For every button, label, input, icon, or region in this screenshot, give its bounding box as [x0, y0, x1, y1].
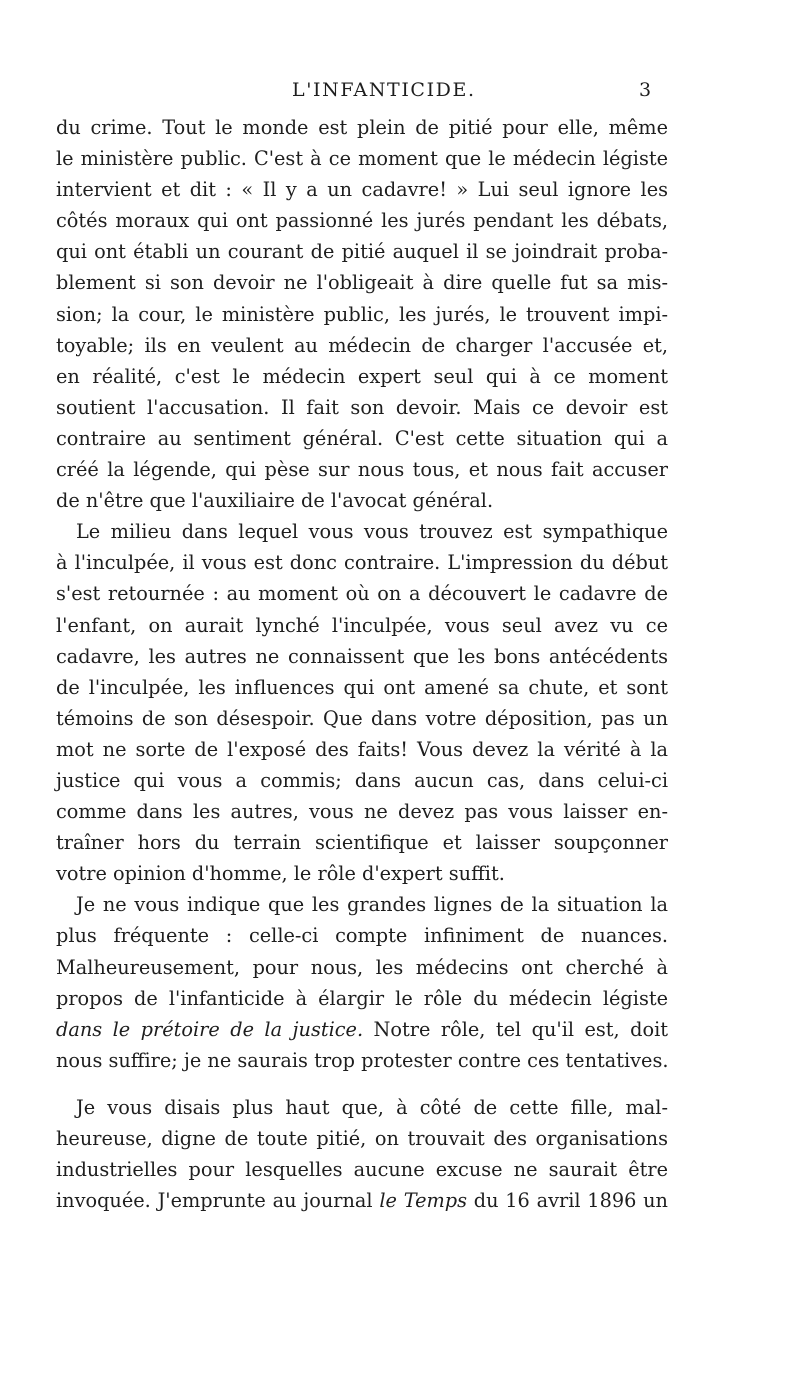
text-line: cadavre, les autres ne connaissent que les bons antécédents [56, 644, 668, 668]
text-line: soutient l'accusation. Il fait son devoir. Mais ce devoir est [56, 395, 668, 419]
text-line: Je ne vous indique que les grandes lignes de la situation la [76, 893, 668, 917]
paragraph [56, 1092, 668, 1216]
italic-title: le Temps [379, 1189, 467, 1213]
running-header [0, 79, 800, 109]
text-line: en réalité, c'est le médecin expert seul qui à ce moment [56, 364, 668, 388]
text-fragment: invoquée. J'emprunte au journal [56, 1189, 380, 1213]
text-line: comme dans les autres, vous ne devez pas vous laisser en- [56, 800, 668, 824]
text-line: intervient et dit : « Il y a un cadavre! » Lui seul ignore les [56, 178, 668, 202]
paragraph-gap [56, 1076, 668, 1092]
text-line: plus fréquente : celle-ci compte infiniment de nuances. [56, 924, 668, 948]
paragraph [56, 112, 668, 516]
text-line: propos de l'infanticide à élargir le rôle du médecin légiste [56, 986, 668, 1010]
text-line: s'est retournée : au moment où on a découvert le cadavre de [56, 582, 668, 606]
text-line: traîner hors du terrain scientifique et laisser soupçonner [56, 831, 668, 855]
text-line: qui ont établi un courant de pitié auquel il se joindrait proba- [56, 240, 668, 264]
text-fragment: du 16 avril 1896 un [467, 1189, 668, 1213]
text-line: de l'inculpée, les influences qui ont amené sa chute, et sont [56, 675, 668, 699]
text-line: sion; la cour, le ministère public, les jurés, le trouvent impi- [56, 302, 668, 326]
text-line: toyable; ils en veulent au médecin de charger l'accusée et, [56, 333, 668, 357]
text-line: votre opinion d'homme, le rôle d'expert suffit. [56, 862, 505, 886]
running-title: L'INFANTICIDE. [292, 79, 476, 101]
text-line-with-italic [56, 1014, 668, 1045]
text-line: de n'être que l'auxiliaire de l'avocat général. [56, 489, 494, 513]
text-line: blement si son devoir ne l'obligeait à dire quelle fut sa mis- [56, 271, 668, 295]
italic-phrase: dans le prétoire de la justice. [56, 1017, 364, 1041]
text-line: à l'inculpée, il vous est donc contraire. L'impression du début [56, 551, 668, 575]
text-line: témoins de son désespoir. Que dans votre déposition, pas un [56, 706, 668, 730]
text-line-with-italic [56, 1185, 668, 1216]
text-line: l'enfant, on aurait lynché l'inculpée, vous seul avez vu ce [56, 613, 668, 637]
text-line: industrielles pour lesquelles aucune excuse ne saurait être [56, 1158, 668, 1182]
text-line: le ministère public. C'est à ce moment que le médecin légiste [56, 147, 668, 171]
text-line: justice qui vous a commis; dans aucun cas, dans celui-ci [56, 768, 668, 792]
text-line: Malheureusement, pour nous, les médecins ont cherché à [56, 955, 668, 979]
text-line: côtés moraux qui ont passionné les jurés pendant les débats, [56, 209, 668, 233]
text-line: mot ne sorte de l'exposé des faits! Vous devez la vérité à la [56, 737, 668, 761]
paragraph [56, 516, 668, 889]
text-line: nous suffire; je ne saurais trop protester contre ces tentatives. [56, 1048, 669, 1072]
text-line: contraire au sentiment général. C'est cette situation qui a [56, 426, 668, 450]
text-line: du crime. Tout le monde est plein de pitié pour elle, même [56, 116, 668, 139]
body-text [56, 112, 668, 1216]
text-line: Je vous disais plus haut que, à côté de cette fille, mal- [76, 1095, 668, 1119]
page-number: 3 [639, 79, 652, 101]
text-line: créé la légende, qui pèse sur nous tous, et nous fait accuser [56, 458, 668, 482]
text-line: heureuse, digne de toute pitié, on trouvait des organisations [56, 1127, 668, 1150]
paragraph [56, 889, 668, 1076]
text-line: Le milieu dans lequel vous vous trouvez est sympathique [76, 520, 668, 544]
text-fragment: Notre rôle, tel qu'il est, doit [363, 1017, 668, 1041]
